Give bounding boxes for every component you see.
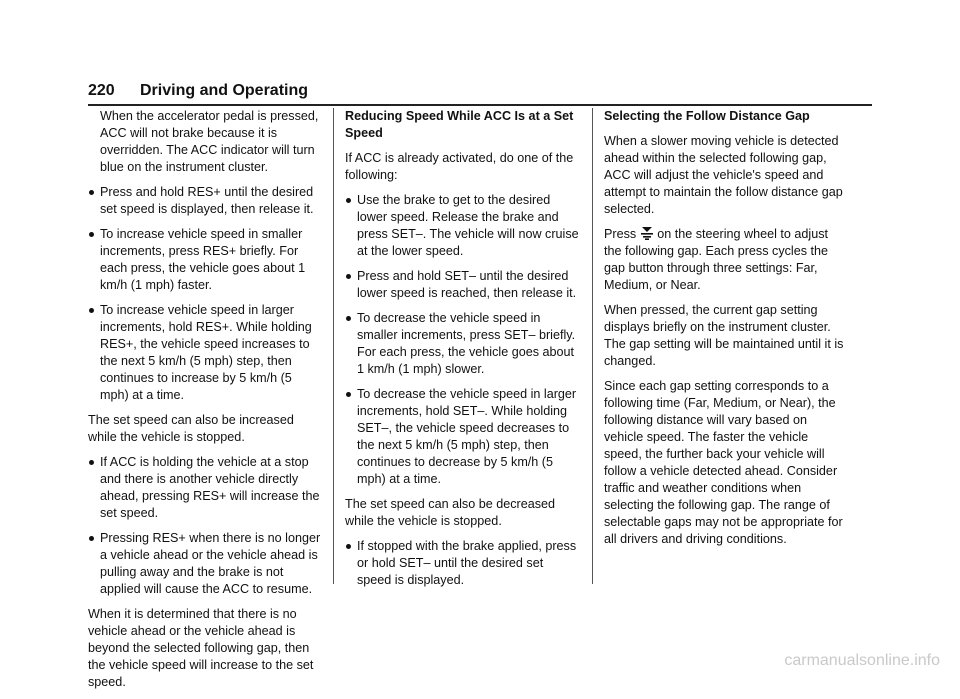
list-item: To decrease the vehicle speed in smaller increments, press SET– briefly. For each press, the vehicle goes about 1 km/h (1 mph) slower. [345, 310, 580, 378]
column-2 [345, 108, 580, 597]
bullet-icon [89, 460, 94, 465]
paragraph: When it is determined that there is no vehicle ahead or the vehicle ahead is beyond the selected following gap, then the vehicle speed will increase to the set speed. [88, 607, 314, 689]
column-divider [592, 108, 593, 584]
bullet-icon [346, 274, 351, 279]
list-item: To decrease the vehicle speed in larger increments, hold SET–. While holding SET–, the vehicle speed decreases to the next 5 km/h (5 mph) step, then continues to decrease by 5 km/h (5 mph) at a time. [345, 386, 580, 488]
paragraph: When pressed, the current gap setting displays briefly on the instrument cluster. The gap setting will be maintained until it is changed. [604, 303, 844, 368]
section-title: Driving and Operating [140, 82, 309, 99]
follow-distance-gap-icon [639, 226, 655, 240]
list-item: Press and hold SET– until the desired lower speed is reached, then release it. [345, 268, 580, 302]
section-heading: Reducing Speed While ACC Is at a Set Speed [345, 109, 574, 140]
list-item: Press and hold RES+ until the desired set speed is displayed, then release it. [88, 184, 323, 218]
column-divider [333, 108, 334, 584]
bullet-icon [89, 232, 94, 237]
page-number: 220 [88, 82, 115, 99]
bullet-icon [346, 544, 351, 549]
bullet-icon [89, 308, 94, 313]
bullet-icon [346, 316, 351, 321]
list-item: To increase vehicle speed in smaller increments, press RES+ briefly. For each press, the vehicle goes about 1 km/h (1 mph) faster. [88, 226, 323, 294]
bullet-list [345, 538, 580, 589]
paragraph: Since each gap setting corresponds to a following time (Far, Medium, or Near), the following distance will vary based on vehicle speed. The faster the vehicle speed, the further back your vehicle will follow a vehicle detected ahead. Consider traffic and weather conditions when selecting the following gap. The range of selectable gaps may not be appropriate for all drivers and driving conditions. [604, 379, 843, 546]
paragraph: If ACC is already activated, do one of the following: [345, 151, 574, 182]
paragraph: When a slower moving vehicle is detected ahead within the selected following gap, ACC will adjust the vehicle's speed and attempt to maintain the follow distance gap selected. [604, 134, 843, 216]
section-heading: Selecting the Follow Distance Gap [604, 109, 810, 123]
bullet-list [88, 454, 323, 598]
bullet-list [345, 192, 580, 488]
list-item: To increase vehicle speed in larger increments, hold RES+. While holding RES+, the vehicle speed increases to the next 5 km/h (5 mph) step, then continues to increase by 5 km/h (5 mph) at a time. [88, 302, 323, 404]
bullet-icon [89, 536, 94, 541]
column-3 [604, 108, 844, 556]
paragraph: The set speed can also be increased while the vehicle is stopped. [88, 413, 294, 444]
list-item: Use the brake to get to the desired lower speed. Release the brake and press SET–. The vehicle will now cruise at the lower speed. [345, 192, 580, 260]
list-item: If ACC is holding the vehicle at a stop and there is another vehicle directly ahead, pressing RES+ will increase the set speed. [88, 454, 323, 522]
watermark: carmanualsonline.info [784, 652, 940, 669]
page-header [88, 82, 888, 104]
bullet-list [88, 184, 323, 404]
column-1 [88, 108, 323, 699]
list-item: If stopped with the brake applied, press or hold SET– until the desired set speed is displayed. [345, 538, 580, 589]
paragraph: Press on the steering wheel to adjust the following gap. Each press cycles the gap button through three settings: Far, Medium, or Near. [604, 227, 829, 292]
paragraph: The set speed can also be decreased while the vehicle is stopped. [345, 497, 556, 528]
list-item: Pressing RES+ when there is no longer a vehicle ahead or the vehicle ahead is pulling away and the brake is not applied will cause the ACC to resume. [88, 530, 323, 598]
bullet-icon [89, 190, 94, 195]
bullet-icon [346, 392, 351, 397]
bullet-icon [346, 198, 351, 203]
paragraph: When the accelerator pedal is pressed, ACC will not brake because it is overridden. The ACC indicator will turn blue on the instrument cluster. [100, 109, 319, 174]
header-rule [88, 104, 872, 106]
